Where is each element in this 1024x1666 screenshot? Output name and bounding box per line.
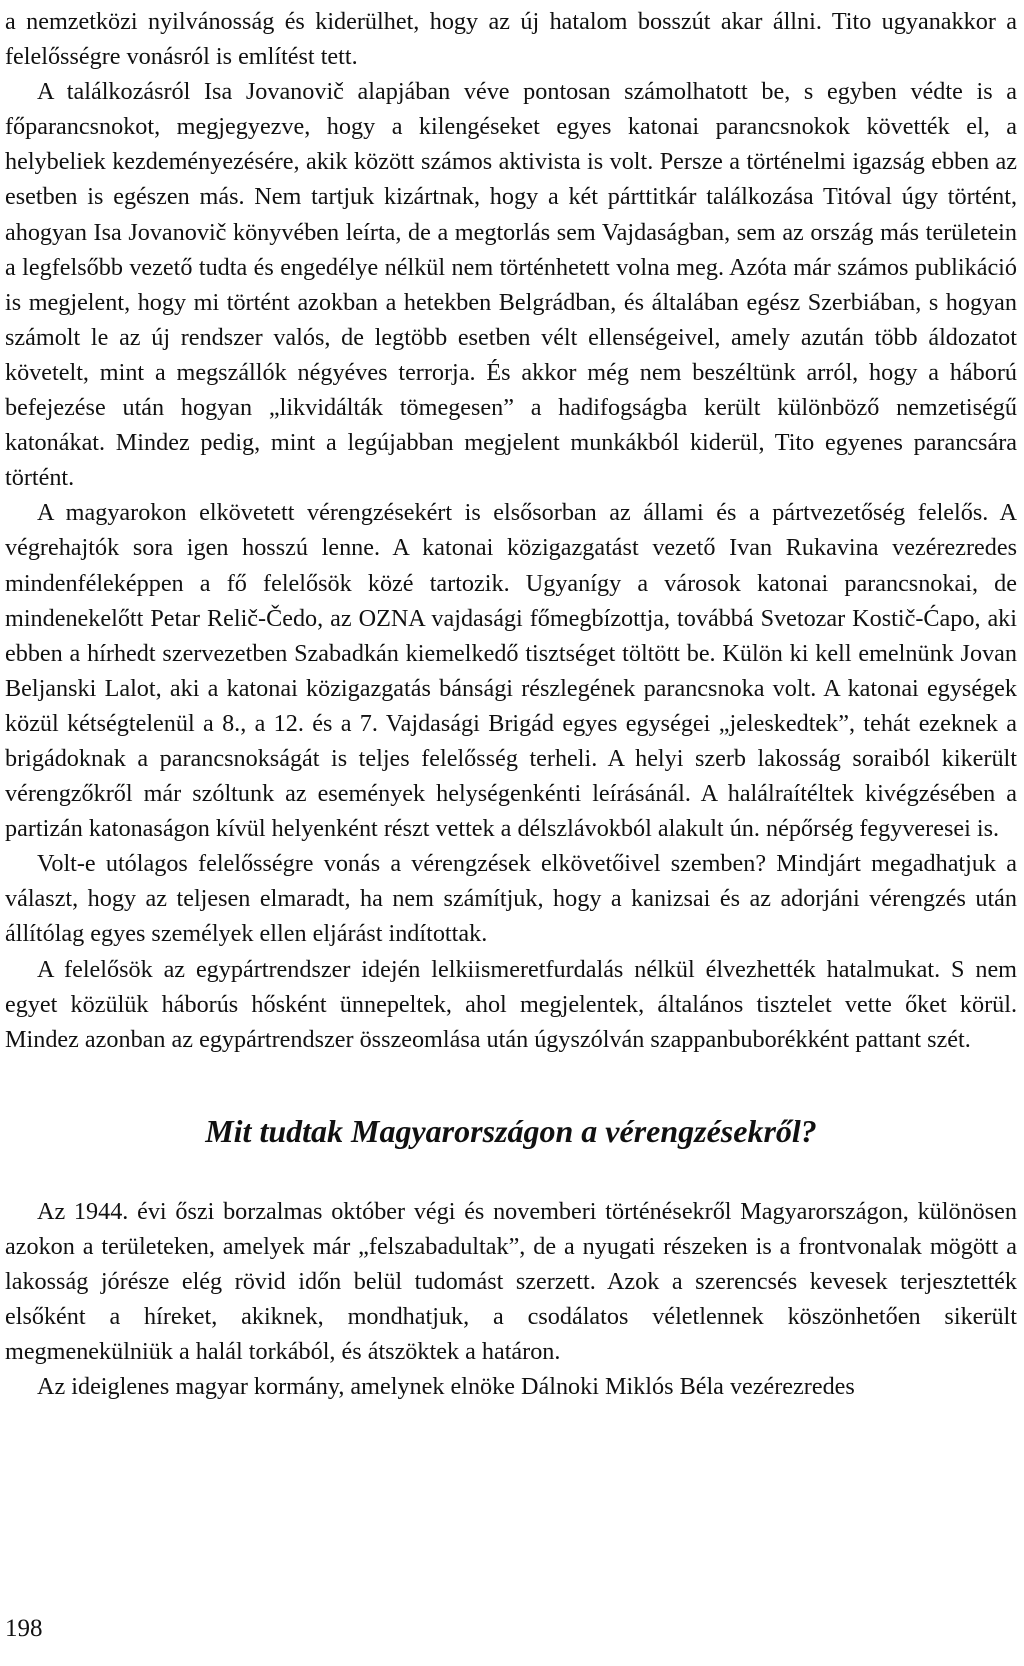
paragraph: A találkozásról Isa Jovanovič alapjában véve pontosan számolhatott be, s egyben védte is a főparancsnokot, megjegyezve, hogy a kilengéseket egyes katonai parancsnokok követték el, a helybeliek kezdeményezésére, akik között számos aktivista is volt. Persze a történelmi igazság ebben az esetben is egészen más. Nem tartjuk kizártnak, hogy a két párttitkár találkozása Titóval úgy történt, ahogyan Isa Jovanovič könyvében leírta, de a megtorlás sem Vajdaságban, sem az ország más területein a legfelsőbb vezető tudta és engedélye nélkül nem történhetett volna meg. Azóta már számos publikáció is megjelent, hogy mi történt azokban a hetekben Belgrádban, és általában egész Szerbiában, s hogyan számolt le az új rendszer valós, de legtöbb esetben vélt ellenségeivel, amely azután több áldozatot követelt, mint a megszállók négyéves terrorja. És akkor még nem beszéltünk arról, hogy a háború befejezése után hogyan „likvidálták tömegesen” a hadifogságba került különböző nemzetiségű katonákat. Mindez pedig, mint a legújabban megjelent munkákból kiderül, Tito egyenes parancsára történt. (5, 78, 1017, 492)
paragraph: A magyarokon elkövetett vérengzésekért is elsősorban az állami és a pártvezetőség felelős. A végrehajtók sora igen hosszú lenne. A katonai közigazgatást vezető Ivan Rukavina vezérezredes mindenféleképpen a fő felelősök közé tartozik. Ugyanígy a városok katonai parancsnokai, de mindenekelőtt Petar Relič-Čedo, az OZNA vajdasági főmegbízottja, továbbá Svetozar Kostič-Ćapo, aki ebben a hírhedt szervezetben Szabadkán kiemelkedő tisztséget töltött be. Külön ki kell emelnünk Jovan Beljanski Lalot, aki a katonai közigazgatás bánsági részlegének parancsnoka volt. A katonai egységek közül kétségtelenül a 8., a 12. és a 7. Vajdasági Brigád egyes egységei „jeleskedtek”, tehát ezeknek a brigádoknak a parancsnokságát is teljes felelősség terheli. A helyi szerb lakosság soraiból kikerült vérengzőkről már szóltunk az események helységenkénti leírásánál. A halálraítéltek kivégzésében a partizán katonaságon kívül helyenként részt vettek a délszlávokból alakult ún. népőrség fegyveresei is. (5, 499, 1017, 843)
section-heading: Mit tudtak Magyarországon a vérengzésekről? (205, 1112, 817, 1149)
paragraph: Az 1944. évi őszi borzalmas október végi és novemberi történésekről Magyarországon, különösen azokon a területeken, amelyek már „felszabadultak”, de a nyugati részeken is a frontvonalak mögött a lakosság jórésze elég rövid időn belül tudomást szerzett. Azok a szerencsés kevesek terjesztették elsőként a híreket, akiknek, mondhatjuk, a csodálatos véletlennek köszönhetően sikerült megmenekülniük a halál torkából, és átszöktek a határon. (5, 1197, 1017, 1366)
paragraph: Volt-e utólagos felelősségre vonás a vérengzések elkövetőivel szemben? Mindjárt megadhatjuk a választ, hogy az teljesen elmaradt, ha nem számítjuk, hogy a kanizsai és az adorjáni vérengzés után állítólag egyes személyek ellen eljárást indítottak. (5, 850, 1017, 948)
paragraph: A felelősök az egypártrendszer idején lelkiismeretfurdalás nélkül élvezhették hatalmukat. S nem egyet közülük háborús hősként ünnepeltek, ahol megjelentek, általános tisztelet vette őket körül. Mindez azonban az egypártrendszer összeomlása után úgyszólván szappanbuborékként pattant szét. (5, 955, 1017, 1053)
book-page (5, 0, 1017, 1404)
paragraph: a nemzetközi nyilvánosság és kiderülhet, hogy az új hatalom bosszút akar állni. Tito ugyanakkor a felelősségre vonásról is említést tett. (5, 8, 1017, 71)
page-number: 198 (5, 1615, 43, 1642)
paragraph: Az ideiglenes magyar kormány, amelynek elnöke Dálnoki Miklós Béla vezérezredes (37, 1373, 855, 1401)
